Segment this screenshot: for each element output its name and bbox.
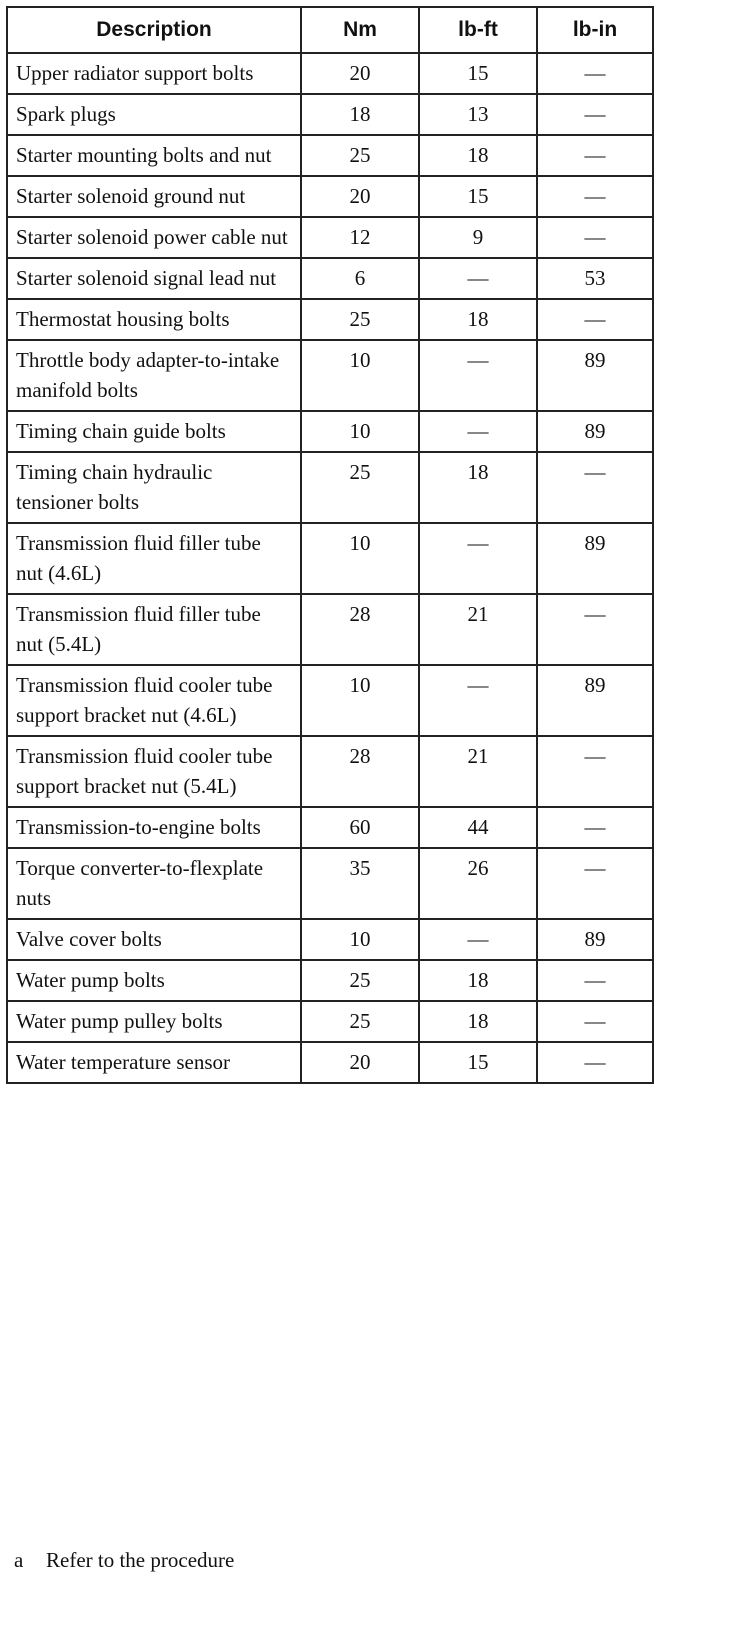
table-row bbox=[7, 135, 653, 176]
description-cell: Transmission fluid cooler tube support bracket nut (4.6L) bbox=[7, 665, 301, 736]
table-row bbox=[7, 340, 653, 411]
nm-cell: 25 bbox=[301, 1001, 419, 1042]
table-row bbox=[7, 452, 653, 523]
torque-spec-table bbox=[6, 6, 654, 1084]
lbft-cell: 15 bbox=[419, 176, 537, 217]
nm-cell: 10 bbox=[301, 411, 419, 452]
lbft-cell: 18 bbox=[419, 452, 537, 523]
header-description: Description bbox=[7, 7, 301, 53]
nm-cell: 20 bbox=[301, 1042, 419, 1083]
description-cell: Throttle body adapter-to-intake manifold bolts bbox=[7, 340, 301, 411]
description-cell: Torque converter-to-flexplate nuts bbox=[7, 848, 301, 919]
nm-cell: 20 bbox=[301, 176, 419, 217]
description-cell: Thermostat housing bolts bbox=[7, 299, 301, 340]
description-cell: Transmission fluid filler tube nut (5.4L) bbox=[7, 594, 301, 665]
table-header-row bbox=[7, 7, 653, 53]
lbin-cell: — bbox=[537, 960, 653, 1001]
lbin-cell: — bbox=[537, 176, 653, 217]
lbft-cell: 21 bbox=[419, 594, 537, 665]
lbft-cell: 15 bbox=[419, 1042, 537, 1083]
footnote bbox=[14, 1545, 234, 1575]
lbft-cell: — bbox=[419, 919, 537, 960]
lbin-cell: — bbox=[537, 53, 653, 94]
lbin-cell: — bbox=[537, 807, 653, 848]
lbin-cell: 89 bbox=[537, 919, 653, 960]
table-row bbox=[7, 665, 653, 736]
description-cell: Valve cover bolts bbox=[7, 919, 301, 960]
lbin-cell: — bbox=[537, 94, 653, 135]
table-row bbox=[7, 258, 653, 299]
table-row bbox=[7, 1042, 653, 1083]
lbin-cell: — bbox=[537, 299, 653, 340]
nm-cell: 28 bbox=[301, 594, 419, 665]
description-cell: Starter solenoid signal lead nut bbox=[7, 258, 301, 299]
description-cell: Starter solenoid ground nut bbox=[7, 176, 301, 217]
table-row bbox=[7, 217, 653, 258]
nm-cell: 6 bbox=[301, 258, 419, 299]
nm-cell: 18 bbox=[301, 94, 419, 135]
lbft-cell: 18 bbox=[419, 1001, 537, 1042]
nm-cell: 10 bbox=[301, 340, 419, 411]
description-cell: Water pump pulley bolts bbox=[7, 1001, 301, 1042]
description-cell: Upper radiator support bolts bbox=[7, 53, 301, 94]
lbft-cell: 9 bbox=[419, 217, 537, 258]
nm-cell: 28 bbox=[301, 736, 419, 807]
footnote-marker: a bbox=[14, 1548, 24, 1572]
description-cell: Transmission fluid filler tube nut (4.6L) bbox=[7, 523, 301, 594]
description-cell: Transmission-to-engine bolts bbox=[7, 807, 301, 848]
table-row bbox=[7, 736, 653, 807]
nm-cell: 25 bbox=[301, 452, 419, 523]
nm-cell: 20 bbox=[301, 53, 419, 94]
lbft-cell: — bbox=[419, 258, 537, 299]
lbft-cell: — bbox=[419, 340, 537, 411]
header-lbin: lb-in bbox=[537, 7, 653, 53]
description-cell: Starter solenoid power cable nut bbox=[7, 217, 301, 258]
lbin-cell: — bbox=[537, 1042, 653, 1083]
table-row bbox=[7, 807, 653, 848]
lbft-cell: 15 bbox=[419, 53, 537, 94]
description-cell: Water temperature sensor bbox=[7, 1042, 301, 1083]
lbft-cell: 44 bbox=[419, 807, 537, 848]
header-lbft: lb-ft bbox=[419, 7, 537, 53]
table-row bbox=[7, 594, 653, 665]
lbin-cell: 89 bbox=[537, 523, 653, 594]
description-cell: Spark plugs bbox=[7, 94, 301, 135]
nm-cell: 25 bbox=[301, 135, 419, 176]
description-cell: Timing chain hydraulic tensioner bolts bbox=[7, 452, 301, 523]
lbft-cell: — bbox=[419, 665, 537, 736]
table-row bbox=[7, 960, 653, 1001]
description-cell: Starter mounting bolts and nut bbox=[7, 135, 301, 176]
nm-cell: 60 bbox=[301, 807, 419, 848]
lbin-cell: — bbox=[537, 135, 653, 176]
lbft-cell: 13 bbox=[419, 94, 537, 135]
table-row bbox=[7, 1001, 653, 1042]
nm-cell: 35 bbox=[301, 848, 419, 919]
table-row bbox=[7, 848, 653, 919]
nm-cell: 25 bbox=[301, 299, 419, 340]
description-cell: Water pump bolts bbox=[7, 960, 301, 1001]
lbft-cell: — bbox=[419, 411, 537, 452]
table-row bbox=[7, 919, 653, 960]
lbin-cell: — bbox=[537, 1001, 653, 1042]
table-row bbox=[7, 411, 653, 452]
table-body bbox=[7, 53, 653, 1083]
nm-cell: 10 bbox=[301, 665, 419, 736]
lbin-cell: — bbox=[537, 452, 653, 523]
lbin-cell: — bbox=[537, 594, 653, 665]
table-row bbox=[7, 523, 653, 594]
lbft-cell: 21 bbox=[419, 736, 537, 807]
table-row bbox=[7, 53, 653, 94]
lbft-cell: 18 bbox=[419, 960, 537, 1001]
lbin-cell: — bbox=[537, 848, 653, 919]
description-cell: Timing chain guide bolts bbox=[7, 411, 301, 452]
nm-cell: 25 bbox=[301, 960, 419, 1001]
nm-cell: 12 bbox=[301, 217, 419, 258]
header-nm: Nm bbox=[301, 7, 419, 53]
nm-cell: 10 bbox=[301, 919, 419, 960]
lbft-cell: 18 bbox=[419, 135, 537, 176]
table-row bbox=[7, 299, 653, 340]
lbin-cell: — bbox=[537, 217, 653, 258]
table-row bbox=[7, 94, 653, 135]
description-cell: Transmission fluid cooler tube support bracket nut (5.4L) bbox=[7, 736, 301, 807]
lbin-cell: — bbox=[537, 736, 653, 807]
nm-cell: 10 bbox=[301, 523, 419, 594]
lbin-cell: 89 bbox=[537, 665, 653, 736]
lbft-cell: 18 bbox=[419, 299, 537, 340]
lbft-cell: — bbox=[419, 523, 537, 594]
lbin-cell: 89 bbox=[537, 340, 653, 411]
footnote-text: Refer to the procedure bbox=[46, 1548, 235, 1572]
table-row bbox=[7, 176, 653, 217]
lbin-cell: 53 bbox=[537, 258, 653, 299]
lbft-cell: 26 bbox=[419, 848, 537, 919]
lbin-cell: 89 bbox=[537, 411, 653, 452]
